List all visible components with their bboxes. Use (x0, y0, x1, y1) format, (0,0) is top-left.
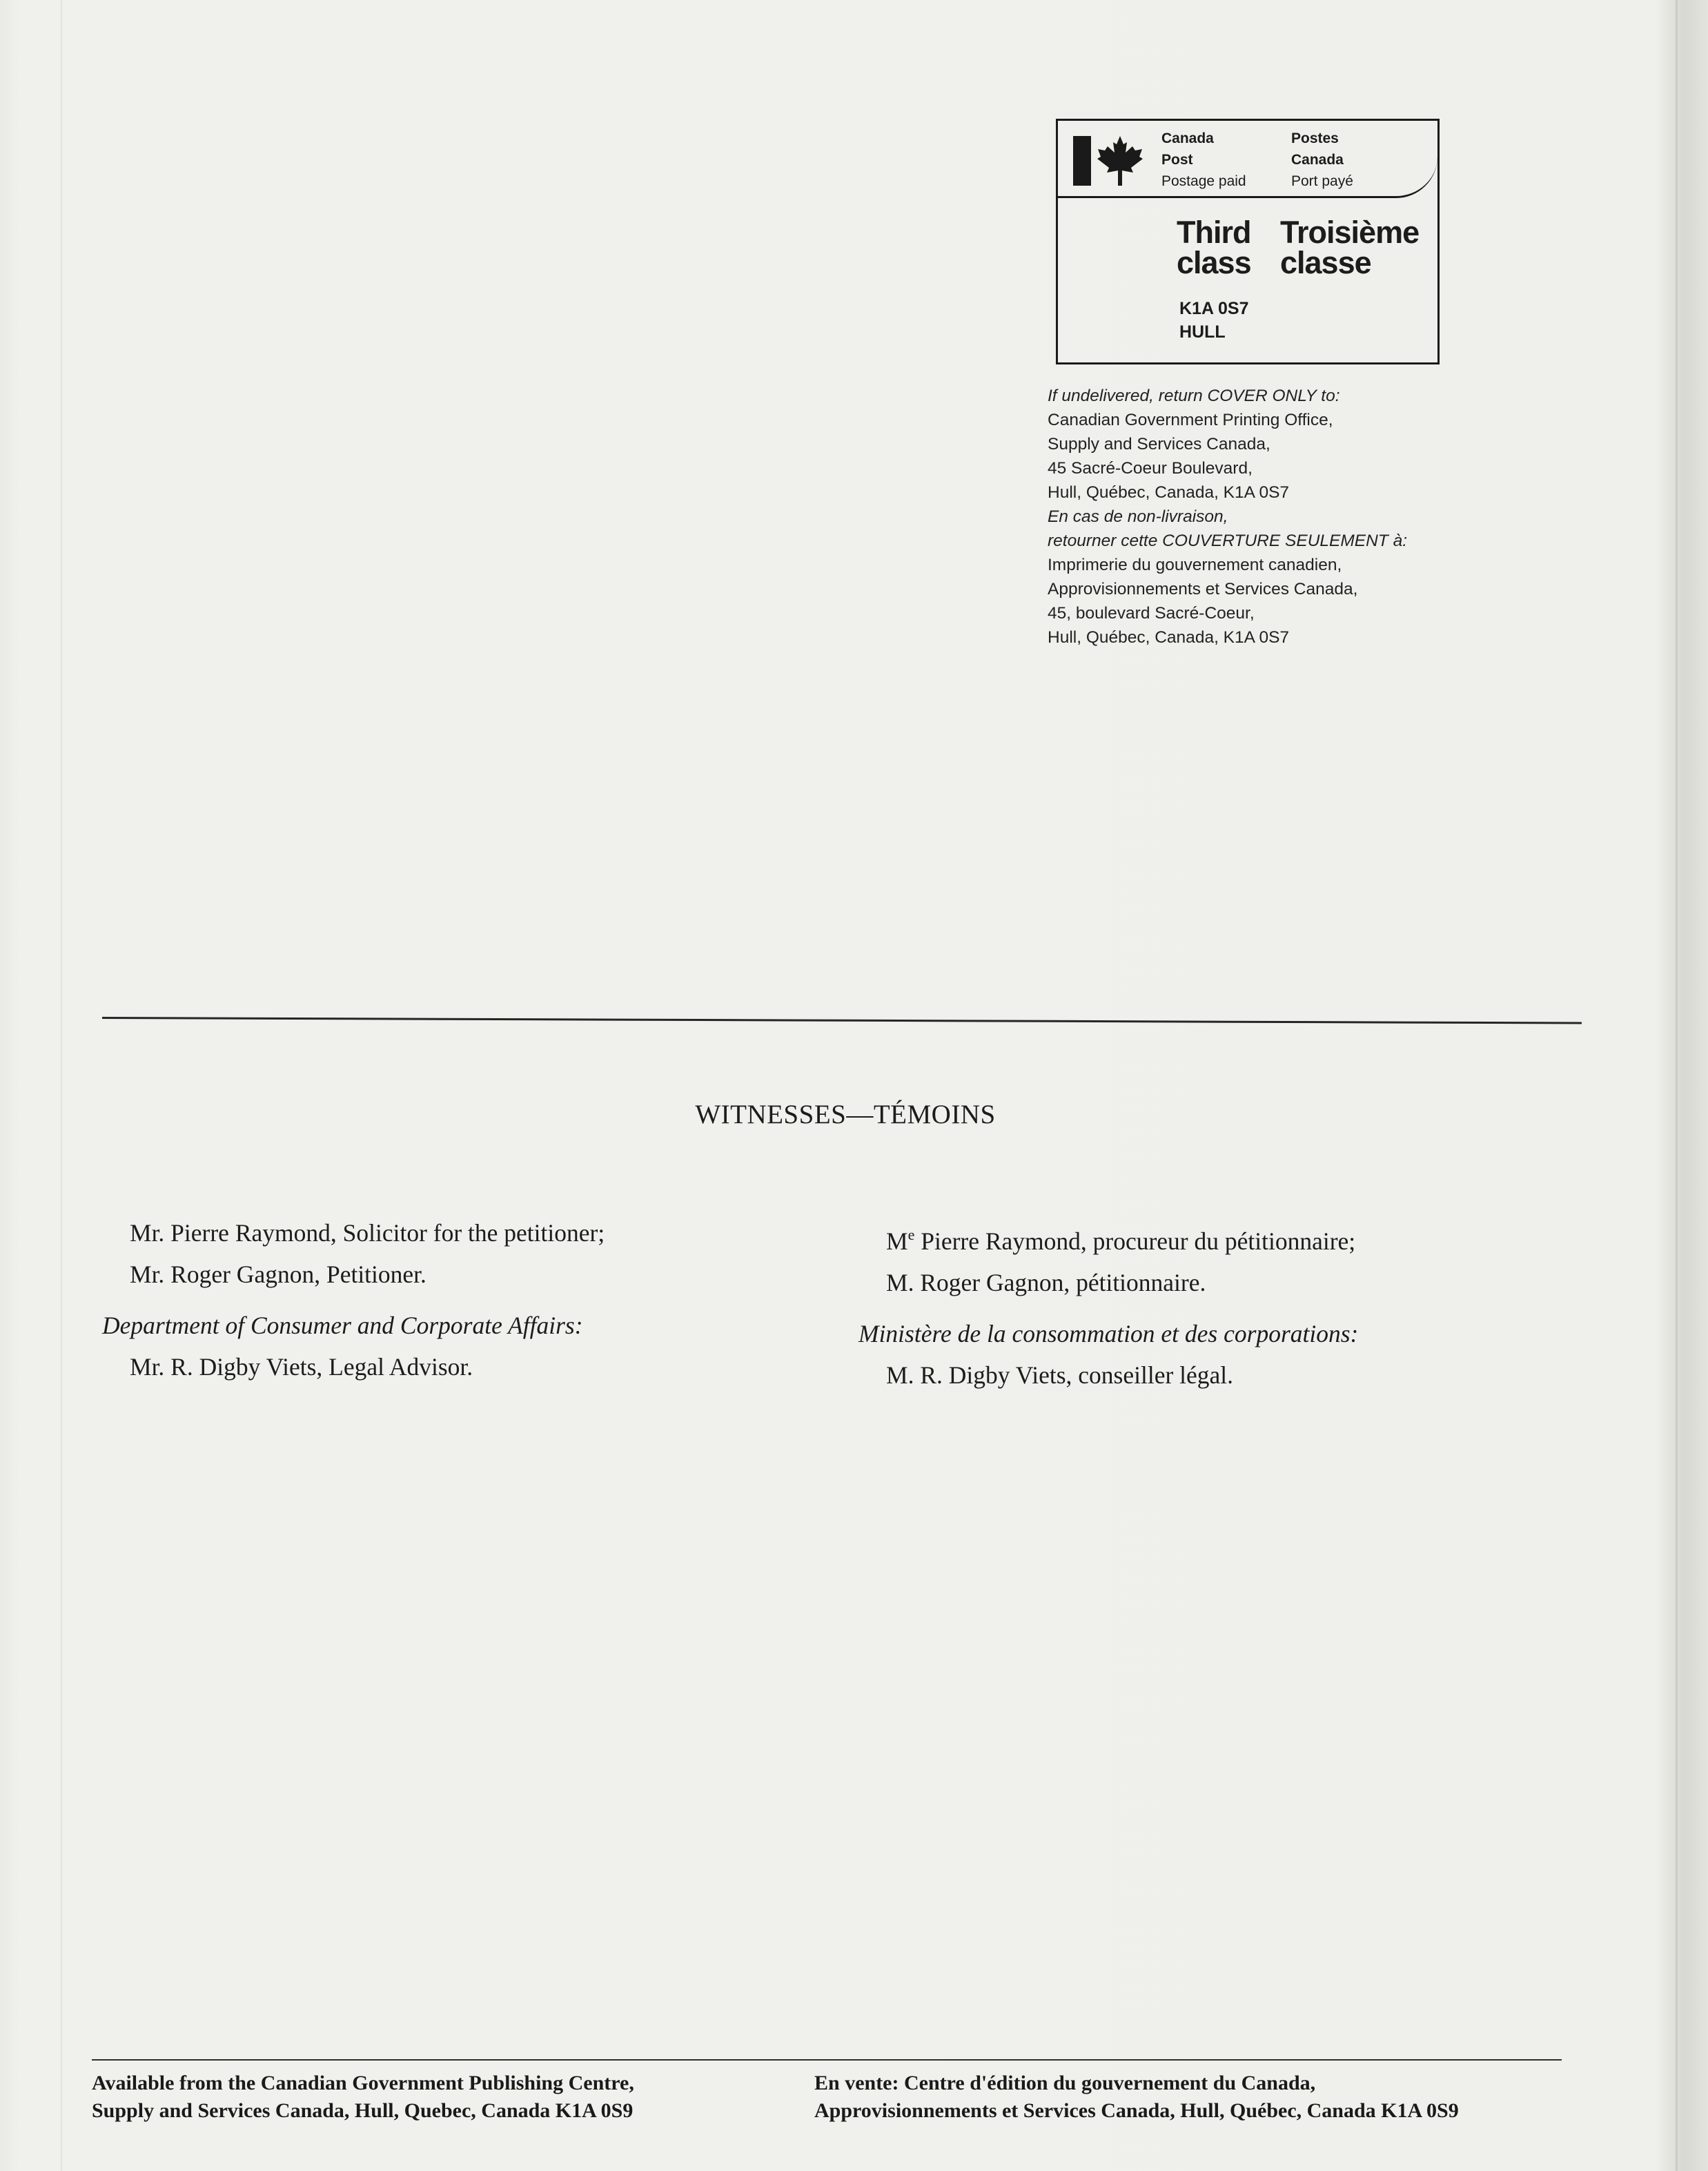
return-address-line: Approvisionnements et Services Canada, (1048, 580, 1358, 598)
return-address-line: Hull, Québec, Canada, K1A 0S7 (1048, 628, 1290, 647)
maple-leaf-icon (1097, 135, 1143, 187)
witnesses-english (102, 1212, 605, 1388)
mail-class-word: Third (1177, 215, 1251, 250)
return-intro-french: En cas de non-livraison, (1048, 507, 1228, 526)
return-address-line: Hull, Québec, Canada, K1A 0S7 (1048, 483, 1290, 502)
footer-english (92, 2070, 634, 2125)
indicia-label: Post (1161, 152, 1193, 168)
title-abbrev: M (886, 1227, 908, 1255)
mail-class-word: classe (1280, 245, 1371, 280)
footer-line: Available from the Canadian Government Publishing Centre, (92, 2072, 634, 2094)
return-address (1048, 384, 1407, 650)
flag-bar-icon (1073, 136, 1091, 186)
witness-entry: M. R. Digby Viets, conseiller légal. (886, 1361, 1234, 1389)
indicia-postal (1179, 297, 1249, 344)
postal-code: K1A 0S7 (1179, 299, 1249, 318)
indicia-label: Postage paid (1161, 173, 1246, 189)
witness-entry (858, 1220, 1358, 1262)
footer-line: Approvisionnements et Services Canada, Hull, Québec, Canada K1A 0S9 (814, 2099, 1459, 2122)
return-address-line: Supply and Services Canada, (1048, 435, 1270, 454)
page-edge-left (61, 0, 62, 2171)
indicia-label: Port payé (1291, 173, 1353, 189)
footer-line: En vente: Centre d'édition du gouvernement du Canada, (814, 2072, 1316, 2094)
return-intro-french: retourner cette COUVERTURE SEULEMENT à: (1048, 532, 1408, 550)
witness-entry: Mr. Pierre Raymond, Solicitor for the petitioner; (130, 1219, 605, 1247)
footer-divider (92, 2059, 1562, 2061)
return-address-line: 45 Sacré-Coeur Boulevard, (1048, 459, 1253, 478)
return-address-line: Imprimerie du gouvernement canadien, (1048, 556, 1342, 574)
department-heading: Ministère de la consommation et des corporations: (858, 1320, 1359, 1347)
footer-line: Supply and Services Canada, Hull, Quebec, Canada K1A 0S9 (92, 2099, 634, 2122)
indicia-label: Canada (1291, 152, 1344, 168)
witnesses-french (858, 1220, 1358, 1396)
mail-class-word: class (1177, 245, 1251, 280)
postal-city: HULL (1179, 322, 1226, 342)
mail-class-english (1177, 217, 1251, 278)
witness-entry: Mr. R. Digby Viets, Legal Advisor. (130, 1353, 473, 1381)
postage-indicia (1056, 119, 1440, 364)
witness-entry: M. Roger Gagnon, pétitionnaire. (886, 1269, 1206, 1296)
return-intro-english: If undelivered, return COVER ONLY to: (1048, 387, 1340, 405)
mail-class-word: Troisième (1280, 215, 1420, 250)
witness-entry: Mr. Roger Gagnon, Petitioner. (130, 1260, 426, 1288)
title-superscript: e (907, 1226, 915, 1243)
department-heading: Department of Consumer and Corporate Affairs: (102, 1312, 583, 1339)
indicia-english-labels (1161, 128, 1246, 192)
mail-class-french (1280, 217, 1419, 278)
footer-french (814, 2070, 1459, 2125)
indicia-french-labels (1291, 128, 1353, 192)
return-address-line: 45, boulevard Sacré-Coeur, (1048, 604, 1255, 623)
page-edge-right (1676, 0, 1678, 2171)
witness-entry-text: Pierre Raymond, procureur du pétitionnaire; (914, 1227, 1356, 1255)
indicia-label: Postes (1291, 130, 1339, 146)
witnesses-heading: WITNESSES—TÉMOINS (695, 1100, 996, 1129)
section-divider (102, 1017, 1582, 1024)
indicia-header (1058, 121, 1437, 198)
return-address-line: Canadian Government Printing Office, (1048, 411, 1333, 429)
indicia-label: Canada (1161, 130, 1214, 146)
